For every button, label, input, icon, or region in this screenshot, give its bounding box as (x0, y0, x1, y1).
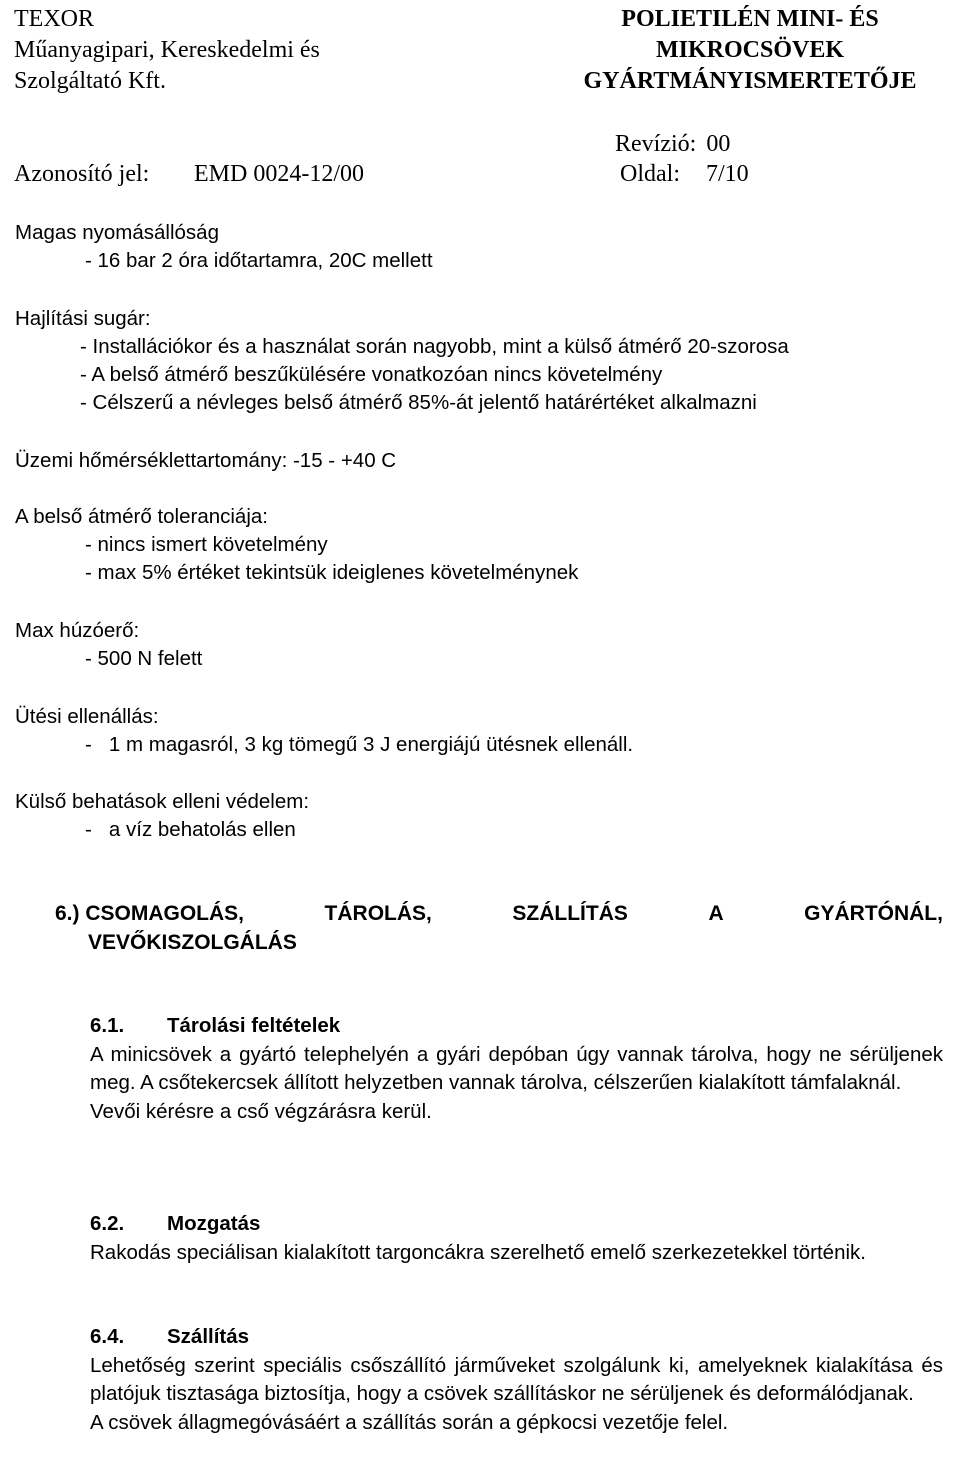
property-temperature (15, 447, 396, 475)
subsection-number: 6.4. (90, 1325, 125, 1348)
document-title (564, 4, 936, 97)
property-bend-radius (15, 305, 789, 417)
property-line: - a víz behatolás ellen (85, 818, 296, 841)
property-title: Max húzóerő: (15, 619, 140, 642)
subsection-title: Szállítás (167, 1325, 250, 1348)
section-6-title (55, 899, 943, 957)
subsection-title: Tárolási feltételek (167, 1014, 341, 1037)
property-tolerance (15, 503, 578, 587)
property-line: - nincs ismert követelmény (85, 533, 328, 556)
section-title-word: SZÁLLÍTÁS (512, 902, 628, 925)
document-title-line: POLIETILÉN MINI- ÉS (621, 6, 879, 32)
document-id (14, 160, 364, 188)
property-pressure (15, 219, 433, 275)
property-impact (15, 703, 633, 759)
document-id-label: Azonosító jel: (14, 161, 150, 187)
subsection-heading (90, 1012, 943, 1041)
subsection-storage (90, 1012, 943, 1126)
subsection-heading (90, 1210, 943, 1239)
property-line: - 1 m magasról, 3 kg tömegű 3 J energiájú ütésnek ellenáll. (85, 733, 634, 756)
property-title: A belső átmérő toleranciája: (15, 505, 268, 528)
section-title-word: TÁROLÁS, (324, 902, 432, 925)
section-title-word: GYÁRTÓNÁL, (804, 902, 943, 925)
revision-value: 00 (706, 131, 731, 157)
revision (615, 130, 730, 158)
property-line: - 16 bar 2 óra időtartamra, 20C mellett (85, 249, 433, 272)
subsection-number: 6.2. (90, 1212, 125, 1235)
company-line: Szolgáltató Kft. (14, 68, 166, 94)
page-number-label: Oldal: (620, 161, 680, 187)
property-title: Ütési ellenállás: (15, 705, 159, 728)
property-title: Külső behatások elleni védelem: (15, 790, 310, 813)
subsection-extra: Vevői kérésre a cső végzárásra kerül. (90, 1099, 432, 1123)
section-title-word: 6.) CSOMAGOLÁS, (55, 902, 245, 925)
property-title: Magas nyomásállóság (15, 221, 219, 244)
document-title-line: MIKROCSÖVEK (655, 37, 844, 63)
property-line: - Célszerű a névleges belső átmérő 85%-át jelentő határértéket alkalmazni (80, 391, 757, 414)
property-external-protection (15, 788, 309, 844)
subsection-paragraph: A minicsövek a gyártó telephelyén a gyári depóban úgy vannak tárolva, hogy ne sérüljenek meg. A csőtekercsek állított helyzetben vannak tárolva, célszerűen kialakított támfalaknál. (90, 1042, 943, 1094)
subsection-heading (90, 1323, 943, 1352)
company-name (14, 4, 320, 97)
subsection-transport (90, 1323, 943, 1437)
property-line: - 500 N felett (85, 647, 203, 670)
company-line: Műanyagipari, Kereskedelmi és (14, 37, 320, 63)
subsection-number: 6.1. (90, 1014, 125, 1037)
subsection-paragraph: Lehetőség szerint speciális csőszállító járműveket szolgálunk ki, amelyeknek kialakítása és platójuk tisztasága biztosítja, hogy a csövek szállításkor ne sérüljenek és deformálódjanak. (90, 1353, 943, 1405)
page-number (620, 160, 749, 188)
section-title-word: A (708, 902, 724, 925)
property-line: - Installációkor és a használat során nagyobb, mint a külső átmérő 20-szorosa (80, 335, 789, 358)
property-title: Üzemi hőmérséklettartomány: -15 - +40 C (15, 449, 397, 472)
subsection-handling (90, 1210, 943, 1267)
property-tensile (15, 617, 202, 673)
company-line: TEXOR (14, 6, 94, 32)
page-number-value: 7/10 (706, 161, 749, 187)
subsection-paragraph: Rakodás speciálisan kialakított targoncákra szerelhető emelő szerkezetekkel történik. (90, 1240, 866, 1264)
property-line: - A belső átmérő beszűkülésére vonatkozóan nincs követelmény (80, 363, 663, 386)
property-line: - max 5% értéket tekintsük ideiglenes követelménynek (85, 561, 579, 584)
document-title-line: GYÁRTMÁNYISMERTETŐJE (583, 68, 917, 94)
revision-label: Revízió: (615, 131, 697, 157)
document-id-value: EMD 0024-12/00 (194, 161, 364, 187)
subsection-extra: A csövek állagmegóvásáért a szállítás során a gépkocsi vezetője felel. (90, 1410, 729, 1434)
property-title: Hajlítási sugár: (15, 307, 151, 330)
subsection-title: Mozgatás (167, 1212, 261, 1235)
section-title-line2: VEVŐKISZOLGÁLÁS (88, 931, 297, 954)
